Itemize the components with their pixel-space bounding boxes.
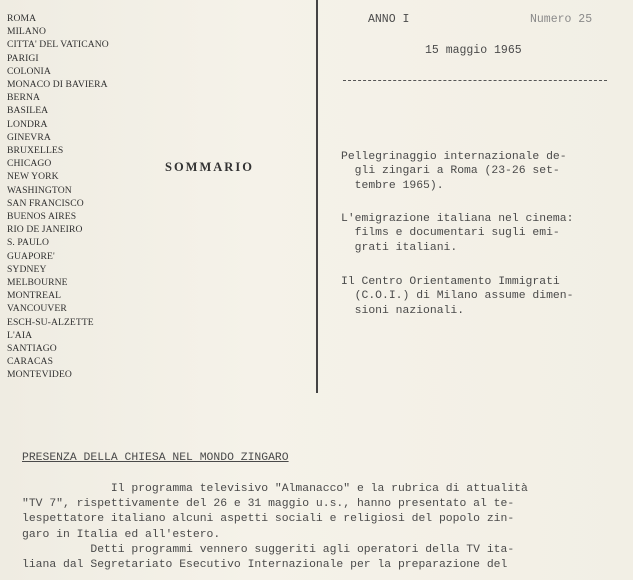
city-item: PARIGI — [7, 52, 39, 64]
city-item: COLONIA — [7, 65, 51, 77]
sommario-title: SOMMARIO — [165, 160, 254, 174]
column-divider — [316, 0, 318, 393]
city-item: GUAPORE' — [7, 250, 55, 262]
city-item: MONACO DI BAVIERA — [7, 79, 108, 91]
city-item: CARACAS — [7, 356, 54, 368]
city-item: BASILEA — [7, 105, 49, 117]
city-item: MONTREAL — [7, 290, 62, 302]
issue-year: ANNO I — [368, 13, 410, 26]
city-item: ESCH-SU-ALZETTE — [7, 316, 94, 328]
city-item: MONTEVIDEO — [7, 369, 72, 381]
article-headline: PRESENZA DELLA CHIESA NEL MONDO ZINGARO — [22, 452, 289, 464]
header-rule — [343, 80, 607, 81]
issue-number: Numero 25 — [530, 13, 593, 26]
city-item: NEW YORK — [7, 171, 59, 183]
article-body: Il programma televisivo "Almanacco" e la rubrica di attualità "TV 7", rispettivamente del 26 e 31 maggio u.s., hanno presentato al te- lespettatore italiano alcuni aspetti sociali e religiosi del popolo zin- garo in Italia ed all'estero. Detti programmi vennero suggeriti agli operatori della TV ita- liana dal Segretariato Esecutivo Internazionale per la preparazione del — [22, 483, 528, 572]
city-item: SAN FRANCISCO — [7, 197, 84, 209]
city-item: LONDRA — [7, 118, 48, 130]
city-item: RIO DE JANEIRO — [7, 224, 83, 236]
city-item: BRUXELLES — [7, 145, 64, 157]
city-item: S. PAULO — [7, 237, 50, 249]
city-item: ROMA — [7, 13, 37, 24]
city-item: CHICAGO — [7, 158, 52, 170]
summary-item-pellegrinaggio: Pellegrinaggio internazionale de- gli zingari a Roma (23-26 set- tembre 1965). — [341, 151, 567, 192]
summary-item-emigrazione: L'emigrazione italiana nel cinema: films e documentari sugli emi- grati italiani. — [341, 213, 574, 254]
summary-item-centro-orientamento: Il Centro Orientamento Immigrati (C.O.I.) di Milano assume dimen- sioni nazionali. — [341, 276, 574, 317]
city-item: BERNA — [7, 92, 41, 104]
city-item: CITTA' DEL VATICANO — [7, 39, 109, 51]
city-item: SYDNEY — [7, 263, 47, 275]
city-item: VANCOUVER — [7, 303, 67, 315]
city-item: GINEVRA — [7, 131, 51, 143]
city-item: SANTIAGO — [7, 343, 57, 355]
city-item: MELBOURNE — [7, 277, 68, 289]
city-item: WASHINGTON — [7, 184, 72, 196]
city-list — [7, 12, 157, 382]
issue-date: 15 maggio 1965 — [425, 44, 522, 57]
city-item: L'AIA — [7, 329, 33, 341]
city-item: MILANO — [7, 26, 46, 38]
city-item: BUENOS AIRES — [7, 211, 77, 223]
